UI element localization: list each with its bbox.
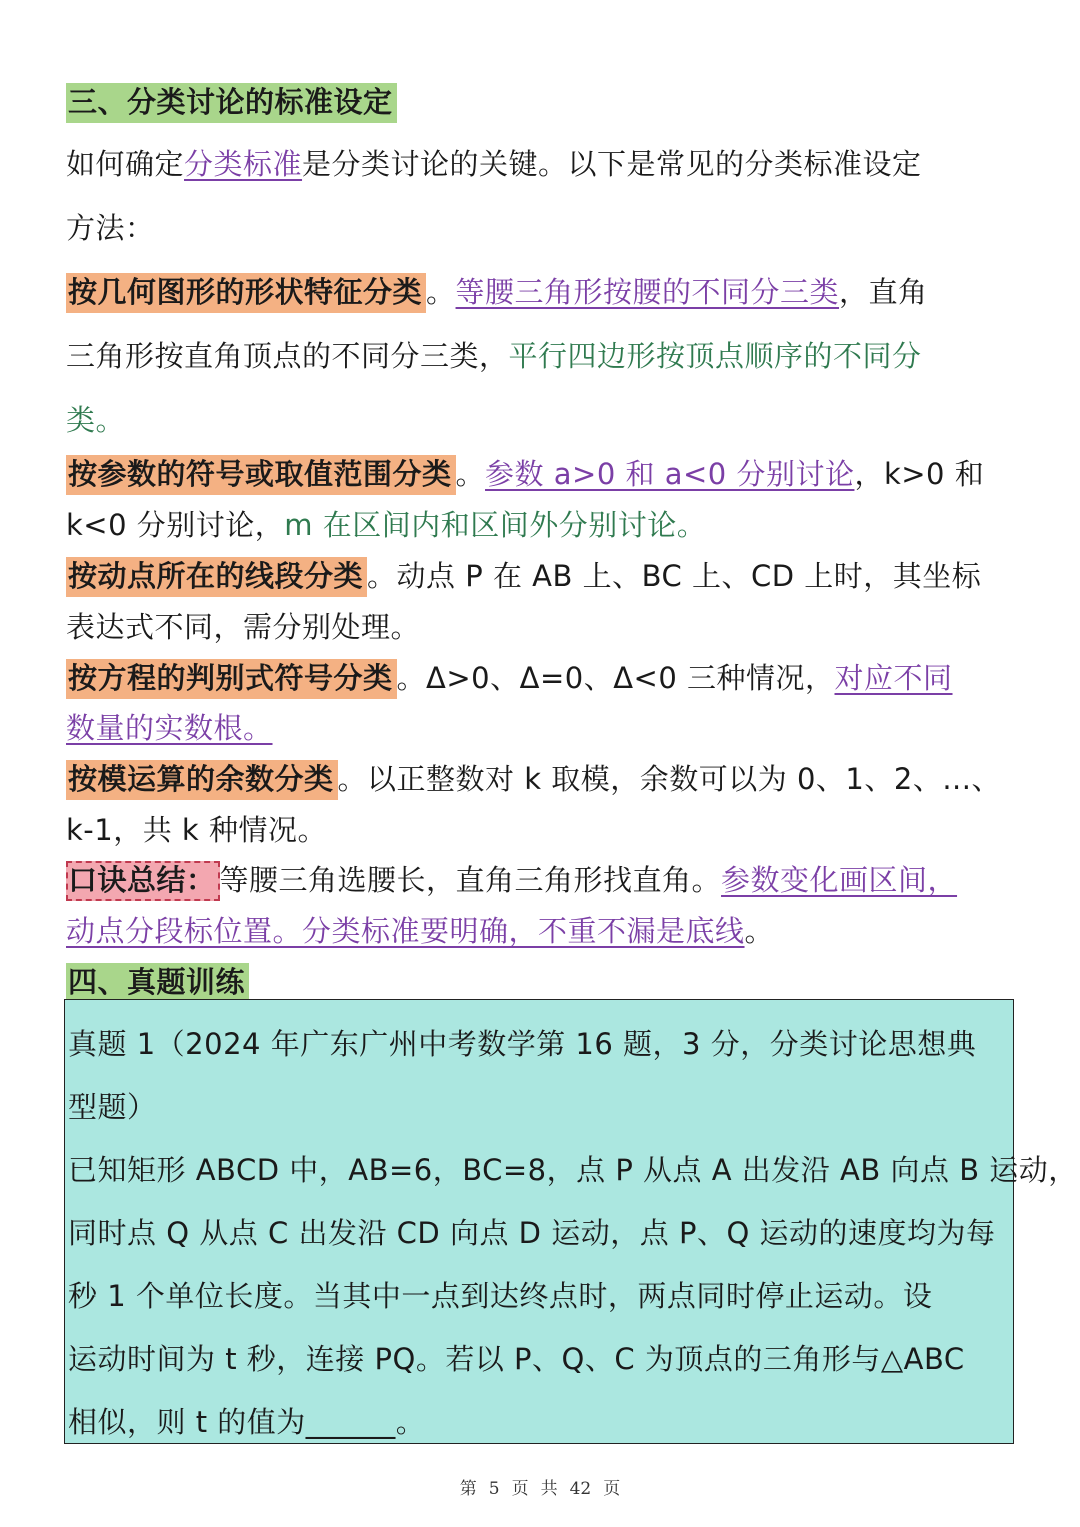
mnemonic-label: 口诀总结： <box>66 861 220 901</box>
rule-2-purple: 参数 a>0 和 a<0 分别讨论 <box>485 457 855 491</box>
mnemonic-purple-2: 动点分段标位置。分类标准要明确，不重不漏是底线 <box>66 914 745 948</box>
problem-line-2: 型题） <box>68 1090 157 1124</box>
rule-4-line-1 <box>66 656 953 697</box>
mnemonic-line-2 <box>66 909 774 950</box>
rule-2-green: m 在区间内和区间外分别讨论。 <box>284 508 707 542</box>
section3-heading: 三、分类讨论的标准设定 <box>66 83 397 123</box>
rule-4-purple: 对应不同 <box>834 661 953 695</box>
rule-2-text-2: k<0 分别讨论， <box>66 508 285 542</box>
problem-line-7: 相似，则 t 的值为______。 <box>68 1405 426 1439</box>
rule-5-text: 。以正整数对 k 取模，余数可以为 0、1、2、...、 <box>337 762 1001 796</box>
problem-line-4: 同时点 Q 从点 C 出发沿 CD 向点 D 运动，点 P、Q 运动的速度均为每 <box>68 1216 996 1250</box>
page-footer <box>0 1474 1080 1499</box>
section3-heading-line <box>66 80 397 121</box>
rule-1-line-2 <box>66 334 922 375</box>
mnemonic-text: 等腰三角选腰长，直角三角形找直角。 <box>219 863 722 897</box>
rule-2-punct: 。 <box>455 457 486 491</box>
intro-text-end: 方法： <box>66 211 155 245</box>
rule-1-purple: 等腰三角形按腰的不同分三类 <box>455 275 840 309</box>
rule-5-text-2: k-1，共 k 种情况。 <box>66 813 327 847</box>
problem-line-3: 已知矩形 ABCD 中，AB=6，BC=8，点 P 从点 A 出发沿 AB 向点 B 运动， <box>68 1153 1078 1187</box>
rule-4-line-2 <box>66 706 273 747</box>
problem-line-1: 真题 1（2024 年广东广州中考数学第 16 题，3 分，分类讨论思想典 <box>68 1027 977 1061</box>
rule-4-text: 。Δ>0、Δ=0、Δ<0 三种情况， <box>396 661 835 695</box>
rule-1-text: ，直角 <box>839 275 928 309</box>
rule-5-line-1 <box>66 757 1001 798</box>
rule-4-purple-2: 数量的实数根。 <box>66 711 273 745</box>
rule-1-label: 按几何图形的形状特征分类 <box>66 273 426 313</box>
intro-text: 如何确定 <box>66 147 185 181</box>
footer-text: 共 <box>540 1479 558 1499</box>
total-pages: 42 <box>569 1479 592 1499</box>
section4-heading: 四、真题训练 <box>66 963 249 1003</box>
rule-2-label: 按参数的符号或取值范围分类 <box>66 455 456 495</box>
rule-1-line-3 <box>66 398 125 439</box>
footer-text: 第 <box>459 1479 477 1499</box>
mnemonic-line-1 <box>66 858 957 899</box>
rule-1-punct: 。 <box>426 275 456 309</box>
problem-line-5: 秒 1 个单位长度。当其中一点到达终点时，两点同时停止运动。设 <box>68 1279 933 1313</box>
rule-3-text-2: 表达式不同，需分别处理。 <box>66 610 421 644</box>
intro-line-1 <box>66 142 922 183</box>
rule-3-text: 。动点 P 在 AB 上、BC 上、CD 上时，其坐标 <box>367 559 982 593</box>
problem-box <box>64 999 1078 1444</box>
rule-5-label: 按模运算的余数分类 <box>66 760 338 800</box>
rule-1-text-2: 三角形按直角顶点的不同分三类， <box>66 339 509 373</box>
footer-text: 页 <box>603 1479 621 1499</box>
mnemonic-purple: 参数变化画区间， <box>721 863 958 897</box>
rule-1-green: 平行四边形按顶点顺序的不同分 <box>508 339 922 373</box>
rule-2-text: ，k>0 和 <box>854 457 985 491</box>
mnemonic-end: 。 <box>744 914 775 948</box>
rule-2-line-2 <box>66 503 706 544</box>
intro-highlight: 分类标准 <box>184 147 303 181</box>
problem-line-6: 运动时间为 t 秒，连接 PQ。若以 P、Q、C 为顶点的三角形与△ABC <box>68 1342 965 1376</box>
intro-line-2 <box>66 206 155 247</box>
page-number: 5 <box>488 1479 500 1499</box>
rule-4-label: 按方程的判别式符号分类 <box>66 659 397 699</box>
rule-5-line-2 <box>66 808 327 849</box>
rule-1-green-2: 类。 <box>66 403 126 437</box>
rule-2-line-1 <box>66 452 984 493</box>
rule-3-label: 按动点所在的线段分类 <box>66 557 367 597</box>
rule-3-line-1 <box>66 554 981 595</box>
intro-text-rest: 是分类讨论的关键。以下是常见的分类标准设定 <box>302 147 922 181</box>
footer-text: 页 <box>511 1479 529 1499</box>
rule-3-line-2 <box>66 605 420 646</box>
rule-1-line-1 <box>66 270 928 311</box>
section4-heading-line <box>66 960 249 1001</box>
